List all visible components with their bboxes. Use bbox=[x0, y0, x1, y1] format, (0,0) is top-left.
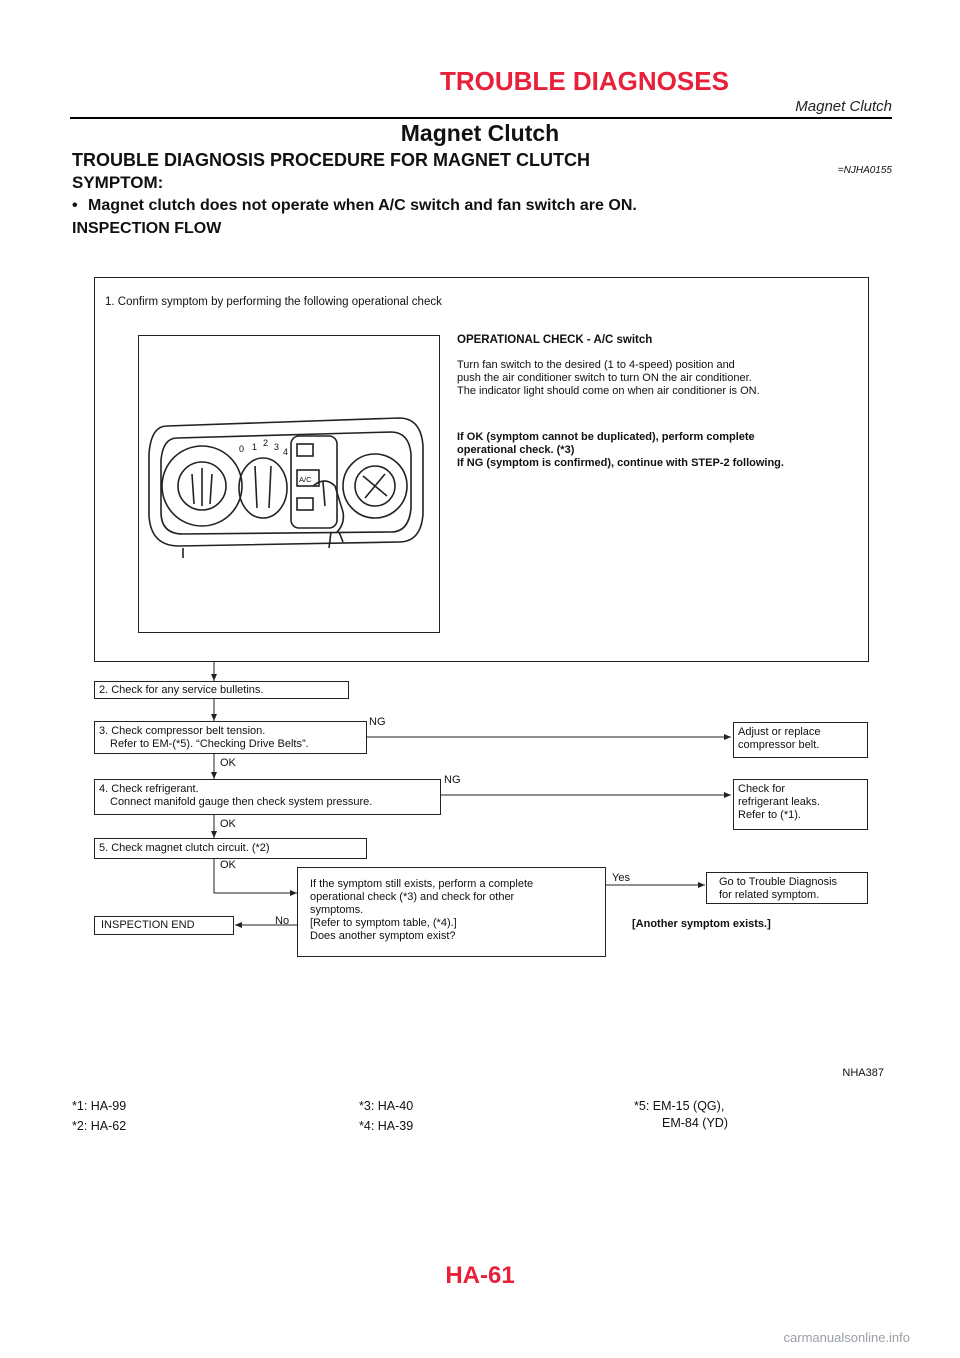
final-check-line-5: Does another symptom exist? bbox=[310, 930, 456, 942]
step2-box bbox=[94, 681, 349, 699]
op-check-result-3: If NG (symptom is confirmed), continue with STEP-2 following. bbox=[457, 457, 784, 469]
bullet: • bbox=[72, 197, 78, 214]
page-title: Magnet Clutch bbox=[400, 120, 560, 146]
step4-line-1: 4. Check refrigerant. bbox=[99, 783, 199, 795]
step4-line-2: Connect manifold gauge then check system pressure. bbox=[110, 796, 373, 808]
op-check-result-2: operational check. (*3) bbox=[457, 444, 575, 456]
footnote-2: *2: HA-62 bbox=[72, 1119, 127, 1133]
final-check-line-3: symptoms. bbox=[310, 904, 364, 916]
another-symptom-label: [Another symptom exists.] bbox=[632, 918, 771, 930]
ac-control-panel-illustration bbox=[139, 336, 439, 632]
op-check-line-2: push the air conditioner switch to turn ON the air conditioner. bbox=[457, 372, 752, 384]
step4-ng-line-2: refrigerant leaks. bbox=[738, 796, 820, 808]
footnote-3: *3: HA-40 bbox=[359, 1099, 414, 1113]
fan-label-2: 2 bbox=[263, 438, 269, 448]
symptom-heading: SYMPTOM: bbox=[72, 173, 164, 192]
inspection-end-text: INSPECTION END bbox=[101, 919, 195, 931]
step4-ng-line-3: Refer to (*1). bbox=[738, 809, 801, 821]
fan-label-4: 4 bbox=[283, 447, 289, 457]
step4-ng-box bbox=[733, 779, 868, 830]
page-number: HA-61 bbox=[445, 1262, 515, 1289]
fan-label-3: 3 bbox=[274, 442, 280, 452]
inspection-end-box bbox=[94, 916, 234, 935]
flow-heading: INSPECTION FLOW bbox=[72, 220, 222, 237]
fan-label-1: 1 bbox=[252, 442, 258, 452]
yes-line-1: Go to Trouble Diagnosis bbox=[719, 876, 838, 888]
op-check-title: OPERATIONAL CHECK - A/C switch bbox=[457, 334, 653, 346]
yes-box bbox=[706, 872, 868, 904]
step5-text: 5. Check magnet clutch circuit. (*2) bbox=[99, 842, 270, 854]
step4-box bbox=[94, 779, 441, 815]
op-check-line-1: Turn fan switch to the desired (1 to 4-speed) position and bbox=[457, 359, 735, 371]
yes-label: Yes bbox=[612, 872, 630, 884]
step1-title: 1. Confirm symptom by performing the following operational check bbox=[105, 296, 442, 308]
step4-ng-line-1: Check for bbox=[738, 783, 786, 795]
op-check-line-3: The indicator light should come on when air conditioner is ON. bbox=[457, 385, 760, 397]
fan-label-0: 0 bbox=[239, 444, 245, 454]
final-check-box bbox=[297, 867, 606, 957]
step3-ng-line-2: compressor belt. bbox=[738, 739, 820, 751]
step3-line-1: 3. Check compressor belt tension. bbox=[99, 725, 266, 737]
step4-ng-label: NG bbox=[444, 774, 461, 786]
ac-label: A/C bbox=[299, 475, 312, 484]
watermark: carmanualsonline.info bbox=[783, 1330, 910, 1345]
step3-ng-box bbox=[733, 722, 868, 758]
header-title: TROUBLE DIAGNOSES bbox=[440, 66, 729, 96]
figure-code: NHA387 bbox=[842, 1067, 884, 1079]
doc-code: =NJHA0155 bbox=[837, 165, 892, 176]
step3-ok-label: OK bbox=[220, 757, 236, 769]
header-subtitle: Magnet Clutch bbox=[795, 98, 892, 115]
step3-line-2: Refer to EM-(*5). “Checking Drive Belts”. bbox=[110, 738, 309, 750]
footnote-5-line-2: EM-84 (YD) bbox=[662, 1116, 728, 1130]
final-check-line-4: [Refer to symptom table, (*4).] bbox=[310, 917, 457, 929]
step5-box bbox=[94, 838, 367, 859]
step3-box bbox=[94, 721, 367, 754]
yes-line-2: for related symptom. bbox=[719, 889, 820, 901]
step2-text: 2. Check for any service bulletins. bbox=[99, 684, 264, 696]
step5-ok-label: OK bbox=[220, 859, 236, 871]
footnote-4: *4: HA-39 bbox=[359, 1119, 414, 1133]
final-check-line-1: If the symptom still exists, perform a complete bbox=[310, 878, 534, 890]
footnote-5-line-1: *5: EM-15 (QG), bbox=[634, 1099, 725, 1113]
symptom-text: Magnet clutch does not operate when A/C switch and fan switch are ON. bbox=[88, 197, 637, 214]
no-label: No bbox=[275, 915, 290, 927]
step3-ng-label: NG bbox=[369, 716, 386, 728]
section-heading: TROUBLE DIAGNOSIS PROCEDURE FOR MAGNET CLUTCH bbox=[72, 150, 591, 170]
step4-ok-label: OK bbox=[220, 818, 236, 830]
final-check-line-2: operational check (*3) and check for other bbox=[310, 891, 515, 903]
op-check-result-1: If OK (symptom cannot be duplicated), perform complete bbox=[457, 431, 755, 443]
step3-ng-line-1: Adjust or replace bbox=[738, 726, 821, 738]
footnote-1: *1: HA-99 bbox=[72, 1099, 127, 1113]
